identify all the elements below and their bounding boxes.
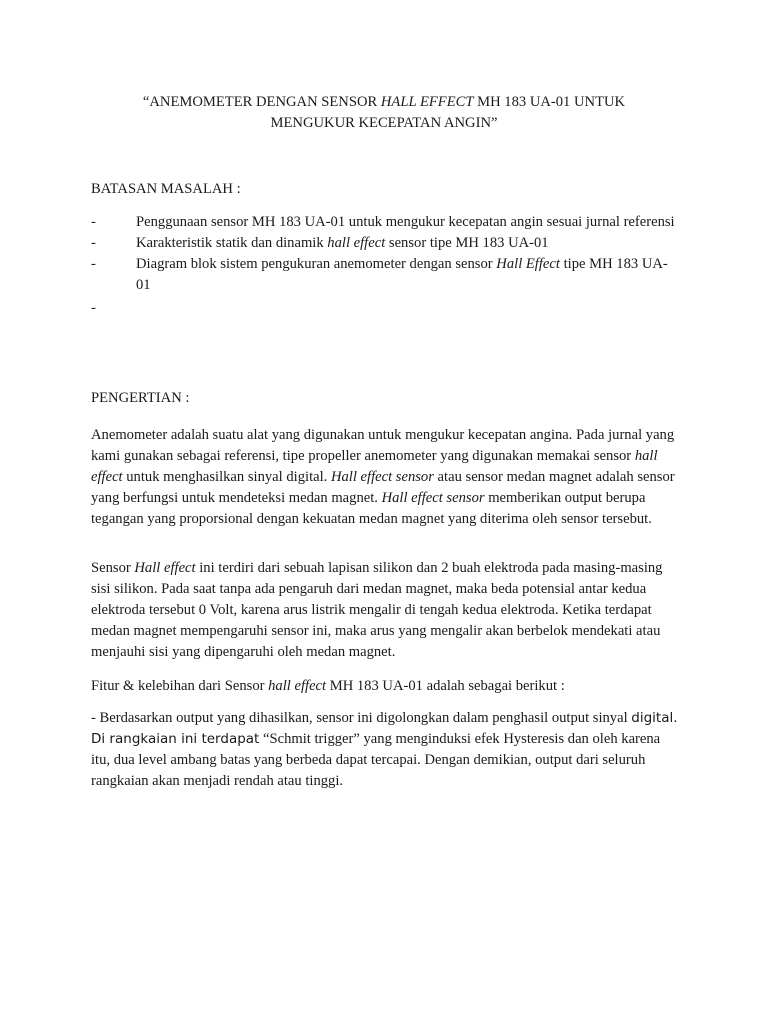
bullet-dash: - bbox=[91, 214, 96, 230]
list-item-text: Diagram blok sistem pengukuran anemometer dengan sensor Hall Effect tipe MH 183 UA-01 bbox=[136, 256, 668, 293]
list-item-text: Penggunaan sensor MH 183 UA-01 untuk mengukur kecepatan angin sesuai jurnal referensi bbox=[136, 214, 675, 230]
title-text-end: MH 183 UA-01 UNTUK bbox=[473, 94, 626, 110]
list-item bbox=[91, 298, 681, 319]
bullet-dash: - bbox=[91, 256, 96, 272]
paragraph-2: Sensor Hall effect ini terdiri dari sebuah lapisan silikon dan 2 buah elektroda pada masing-masing sisi silikon. Pada saat tanpa ada pengaruh dari medan magnet, maka beda potensial antar kedua elektroda tersebut 0 Volt, karena arus listrik mengalir di tengah kedua elektroda. Ketika terdapat medan magnet mempengaruhi sensor ini, maka arus yang mengalir akan berbelok mendekati atau menjauhi sisi yang dipengaruhi oleh medan magnet. bbox=[91, 560, 663, 660]
list-item-text bbox=[136, 298, 681, 319]
paragraph-4: - Berdasarkan output yang dihasilkan, sensor ini digolongkan dalam penghasil output sinyal digital. Di rangkaian ini terdapat “Schmit trigger” yang menginduksi efek Hysteresis dan oleh karena itu, dua level ambang batas yang berbeda dapat tercapai. Dengan demikian, output dari seluruh rangkaian akan menjadi rendah atau tinggi. bbox=[91, 710, 678, 789]
batasan-list bbox=[91, 212, 681, 319]
title-line-2: MENGUKUR KECEPATAN ANGIN” bbox=[270, 115, 498, 131]
list-item bbox=[91, 212, 681, 233]
document-title bbox=[60, 92, 708, 134]
bullet-dash: - bbox=[91, 235, 96, 251]
title-text: “ANEMOMETER DENGAN SENSOR bbox=[142, 94, 381, 110]
batasan-heading: BATASAN MASALAH : bbox=[91, 181, 241, 197]
bullet-dash: - bbox=[91, 300, 96, 316]
list-item bbox=[91, 233, 681, 254]
list-item-text: Karakteristik statik dan dinamik hall effect sensor tipe MH 183 UA-01 bbox=[136, 235, 549, 251]
title-italic: HALL EFFECT bbox=[380, 94, 474, 110]
paragraph-3: Fitur & kelebihan dari Sensor hall effect MH 183 UA-01 adalah sebagai berikut : bbox=[91, 678, 565, 694]
paragraph-1: Anemometer adalah suatu alat yang digunakan untuk mengukur kecepatan angina. Pada jurnal yang kami gunakan sebagai referensi, tipe propeller anemometer yang digunakan memakai sensor hall effect untuk menghasilkan sinyal digital. Hall effect sensor atau sensor medan magnet adalah sensor yang berfungsi untuk mendeteksi medan magnet. Hall effect sensor memberikan output berupa tegangan yang proporsional dengan kekuatan medan magnet yang diterima oleh sensor tersebut. bbox=[91, 427, 675, 527]
list-item bbox=[91, 254, 681, 296]
pengertian-heading: PENGERTIAN : bbox=[91, 390, 190, 406]
